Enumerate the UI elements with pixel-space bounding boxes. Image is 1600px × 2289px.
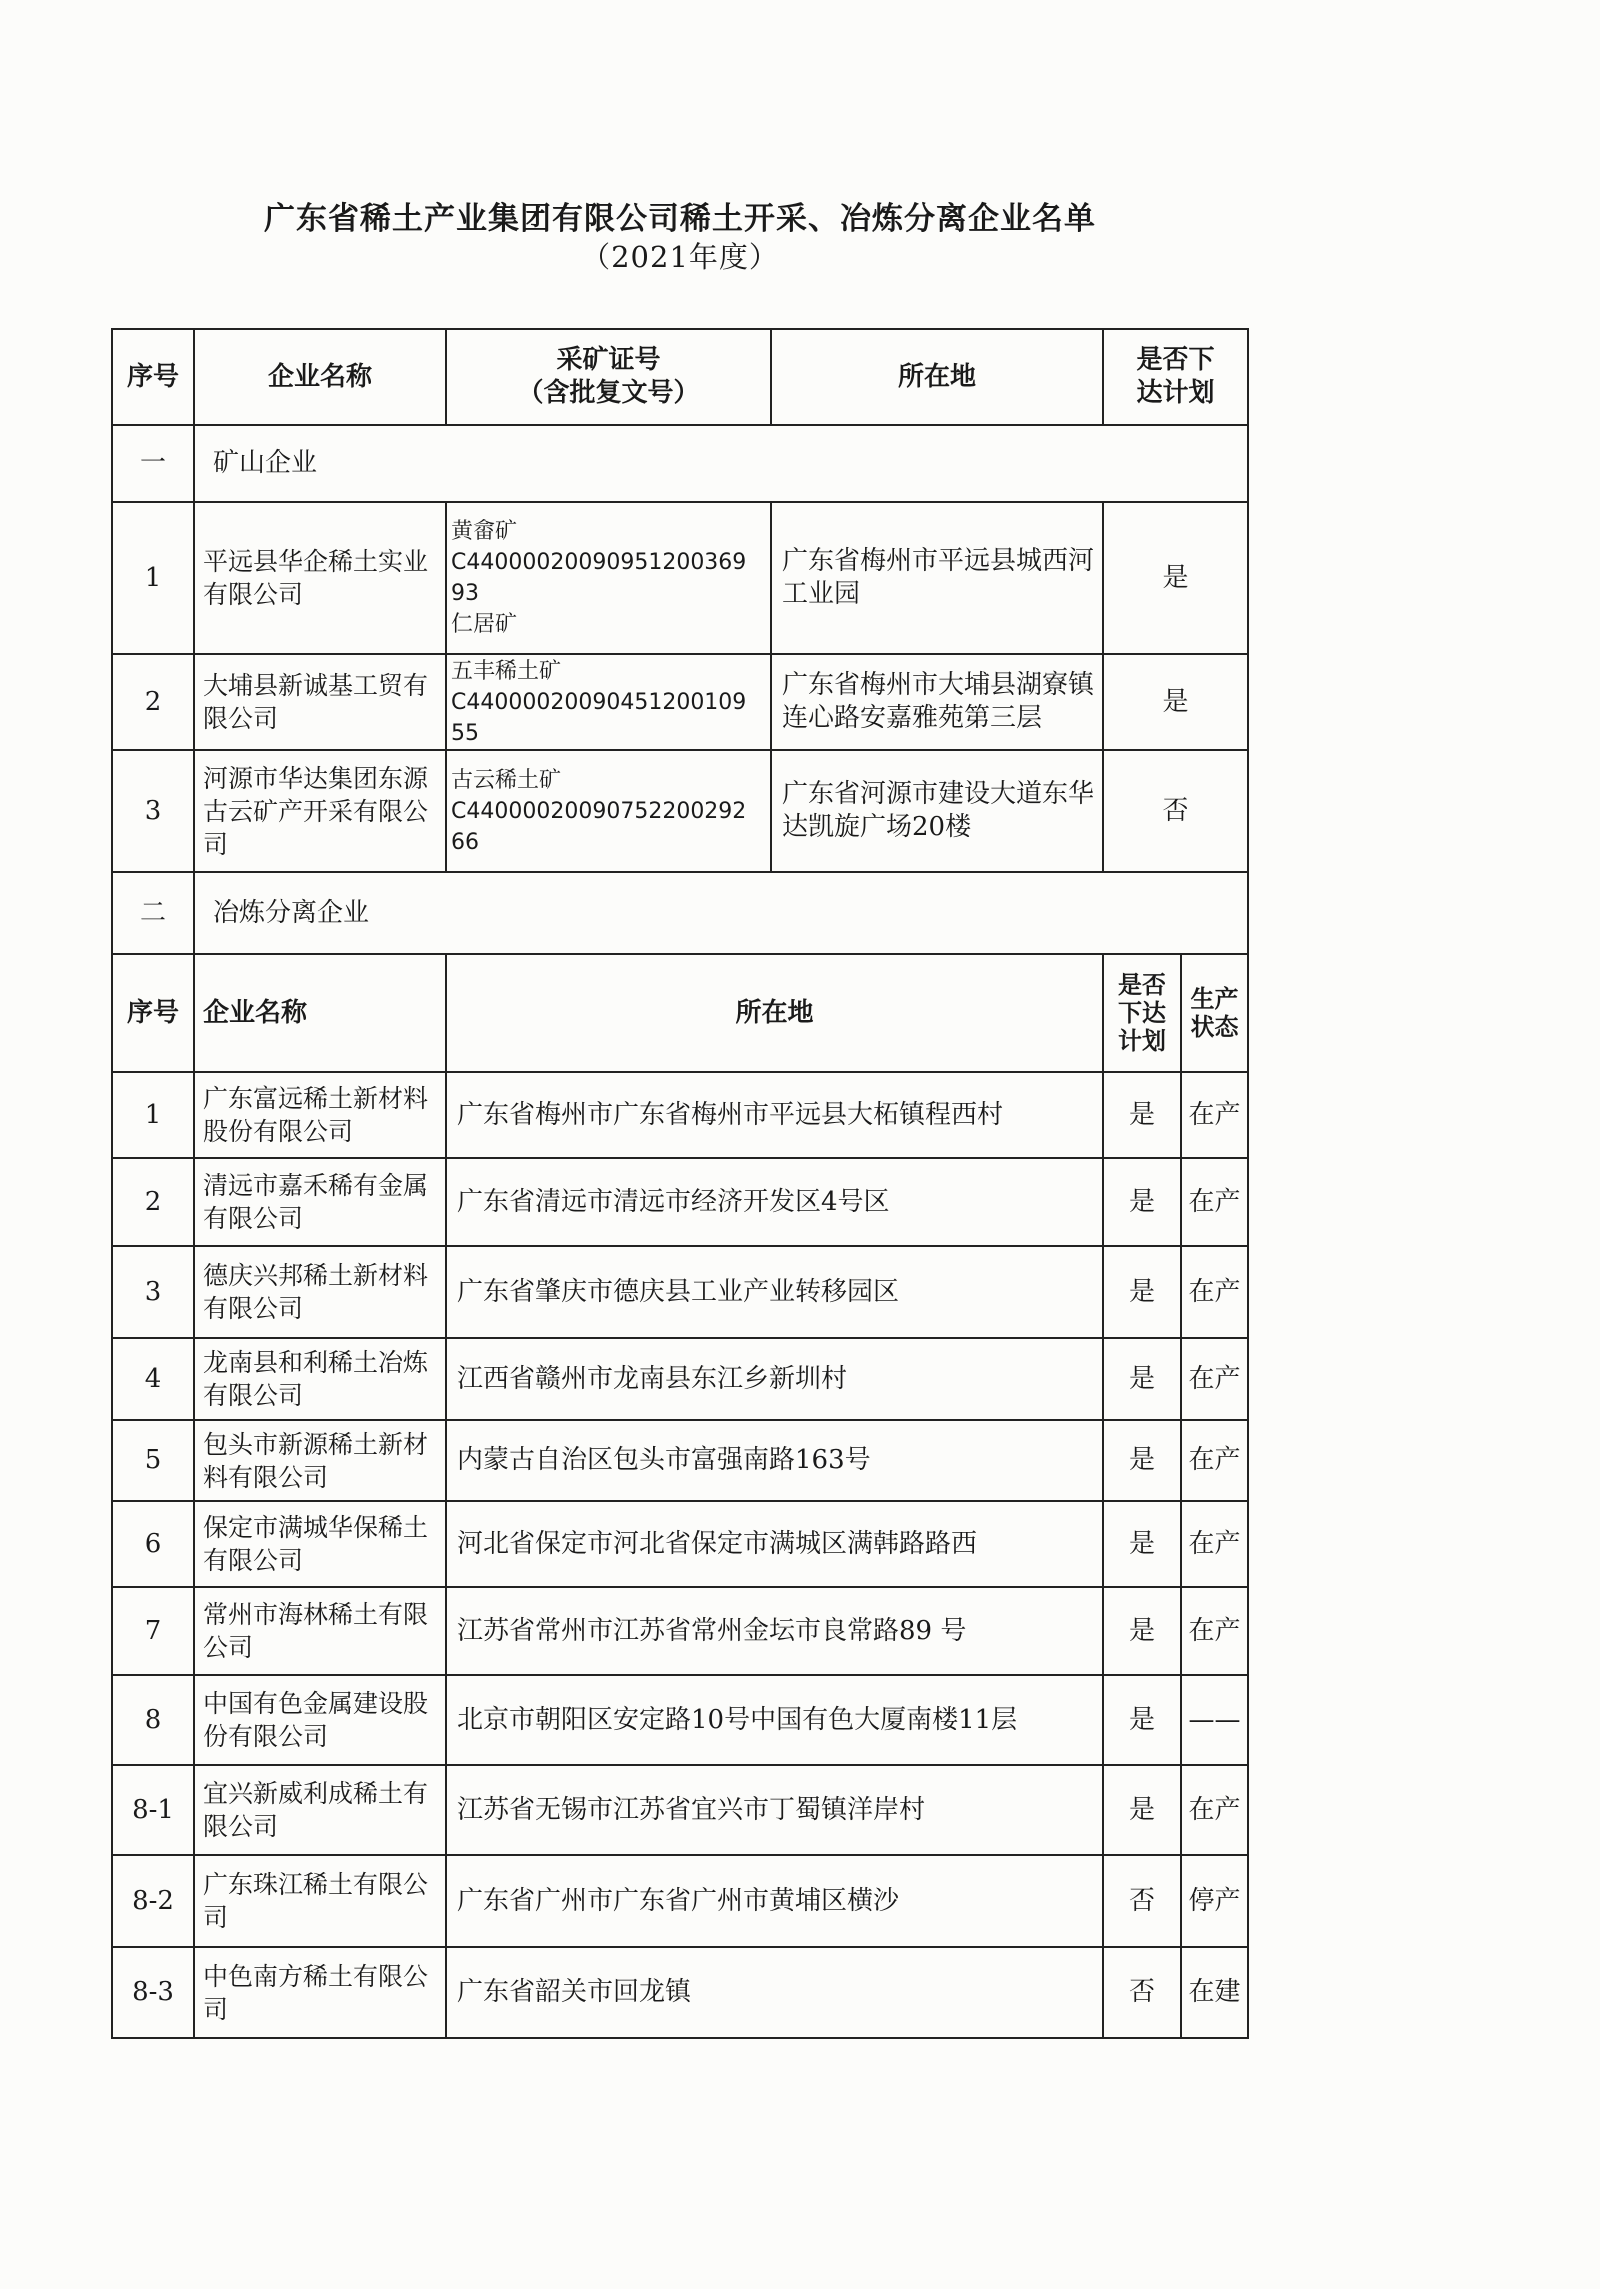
company-table	[111, 328, 1249, 2039]
smelt-header-company: 企业名称	[194, 954, 446, 1072]
smelting-location: 广东省韶关市回龙镇	[446, 1947, 1103, 2038]
smelt-header-location: 所在地	[446, 954, 1103, 1072]
smelting-seq: 8-2	[112, 1855, 194, 1947]
smelting-seq: 3	[112, 1246, 194, 1338]
smelting-row	[112, 1501, 1248, 1587]
smelt-header-seq: 序号	[112, 954, 194, 1072]
header-company: 企业名称	[194, 329, 446, 425]
smelting-location: 内蒙古自治区包头市富强南路163号	[446, 1420, 1103, 1501]
smelting-row	[112, 1246, 1248, 1338]
smelting-location: 江西省赣州市龙南县东江乡新圳村	[446, 1338, 1103, 1420]
mining-location: 广东省梅州市平远县城西河工业园	[771, 502, 1103, 654]
mining-plan: 是	[1103, 502, 1248, 654]
smelting-row	[112, 1675, 1248, 1765]
mining-row	[112, 654, 1248, 750]
mining-company: 河源市华达集团东源古云矿产开采有限公司	[194, 750, 446, 872]
mining-seq: 2	[112, 654, 194, 750]
smelting-row	[112, 1765, 1248, 1855]
smelting-status: 在产	[1181, 1765, 1248, 1855]
smelting-status: 停产	[1181, 1855, 1248, 1947]
document-subtitle: （2021年度）	[581, 240, 779, 274]
smelting-plan: 是	[1103, 1158, 1181, 1246]
smelting-plan: 是	[1103, 1501, 1181, 1587]
smelting-location: 江苏省无锡市江苏省宜兴市丁蜀镇洋岸村	[446, 1765, 1103, 1855]
mining-plan: 是	[1103, 654, 1248, 750]
smelting-location: 广东省肇庆市德庆县工业产业转移园区	[446, 1246, 1103, 1338]
smelting-header-row	[112, 954, 1248, 1072]
smelting-company: 中国有色金属建设股份有限公司	[194, 1675, 446, 1765]
smelting-company: 包头市新源稀土新材料有限公司	[194, 1420, 446, 1501]
smelting-company: 清远市嘉禾稀有金属有限公司	[194, 1158, 446, 1246]
mining-location: 广东省梅州市大埔县湖寮镇连心路安嘉雅苑第三层	[771, 654, 1103, 750]
smelting-company: 德庆兴邦稀土新材料有限公司	[194, 1246, 446, 1338]
smelting-status: 在产	[1181, 1338, 1248, 1420]
smelting-seq: 2	[112, 1158, 194, 1246]
header-seq: 序号	[112, 329, 194, 425]
smelting-row	[112, 1338, 1248, 1420]
smelting-location: 北京市朝阳区安定路10号中国有色大厦南楼11层	[446, 1675, 1103, 1765]
smelting-status: 在产	[1181, 1420, 1248, 1501]
mining-row	[112, 502, 1248, 654]
smelting-company: 龙南县和利稀土冶炼有限公司	[194, 1338, 446, 1420]
smelting-plan: 是	[1103, 1675, 1181, 1765]
smelt-header-status: 生产状态	[1181, 954, 1248, 1072]
section1-name: 矿山企业	[194, 425, 1248, 502]
smelting-row	[112, 1072, 1248, 1158]
smelting-plan: 是	[1103, 1246, 1181, 1338]
section2-row	[112, 872, 1248, 954]
smelting-company: 中色南方稀土有限公司	[194, 1947, 446, 2038]
smelting-location: 广东省广州市广东省广州市黄埔区横沙	[446, 1855, 1103, 1947]
mining-plan: 否	[1103, 750, 1248, 872]
section1-seq: 一	[112, 425, 194, 502]
section2-seq: 二	[112, 872, 194, 954]
smelting-seq: 8-3	[112, 1947, 194, 2038]
header-license	[446, 329, 771, 425]
header-location: 所在地	[771, 329, 1103, 425]
smelting-status: 在产	[1181, 1246, 1248, 1338]
smelting-seq: 6	[112, 1501, 194, 1587]
section1-row	[112, 425, 1248, 502]
smelting-location: 江苏省常州市江苏省常州金坛市良常路89 号	[446, 1587, 1103, 1675]
smelting-location: 广东省清远市清远市经济开发区4号区	[446, 1158, 1103, 1246]
smelting-company: 广东富远稀土新材料股份有限公司	[194, 1072, 446, 1158]
smelting-row	[112, 1158, 1248, 1246]
smelting-row	[112, 1855, 1248, 1947]
smelting-seq: 1	[112, 1072, 194, 1158]
mining-seq: 3	[112, 750, 194, 872]
smelting-location: 广东省梅州市广东省梅州市平远县大柘镇程西村	[446, 1072, 1103, 1158]
smelting-seq: 4	[112, 1338, 194, 1420]
smelting-status: 在建	[1181, 1947, 1248, 2038]
header-license-line2: （含批复文号）	[517, 378, 700, 408]
smelting-status: ——	[1181, 1675, 1248, 1765]
smelting-location: 河北省保定市河北省保定市满城区满韩路路西	[446, 1501, 1103, 1587]
mining-license: 黄畲矿 C44000020090951200369 93 仁居矿	[446, 502, 771, 654]
section2-name: 冶炼分离企业	[194, 872, 1248, 954]
mining-company: 平远县华企稀土实业有限公司	[194, 502, 446, 654]
mining-header-row	[112, 329, 1248, 425]
smelting-plan: 是	[1103, 1420, 1181, 1501]
smelting-status: 在产	[1181, 1072, 1248, 1158]
mining-location: 广东省河源市建设大道东华达凯旋广场20楼	[771, 750, 1103, 872]
document-title: 广东省稀土产业集团有限公司稀土开采、冶炼分离企业名单	[264, 201, 1096, 237]
smelting-plan: 是	[1103, 1072, 1181, 1158]
header-license-line1: 采矿证号	[556, 345, 661, 375]
smelting-row	[112, 1420, 1248, 1501]
smelting-company: 广东珠江稀土有限公司	[194, 1855, 446, 1947]
smelting-status: 在产	[1181, 1501, 1248, 1587]
mining-license: 古云稀土矿 C44000020090752200292 66	[446, 750, 771, 872]
smelting-plan: 否	[1103, 1947, 1181, 2038]
mining-company: 大埔县新诚基工贸有限公司	[194, 654, 446, 750]
smelting-seq: 5	[112, 1420, 194, 1501]
smelting-plan: 否	[1103, 1855, 1181, 1947]
smelting-status: 在产	[1181, 1158, 1248, 1246]
smelting-company: 保定市满城华保稀土有限公司	[194, 1501, 446, 1587]
smelt-header-plan: 是否下达计划	[1103, 954, 1181, 1072]
smelting-seq: 7	[112, 1587, 194, 1675]
smelting-row	[112, 1587, 1248, 1675]
mining-seq: 1	[112, 502, 194, 654]
smelting-row	[112, 1947, 1248, 2038]
smelting-company: 常州市海林稀土有限公司	[194, 1587, 446, 1675]
smelting-plan: 是	[1103, 1338, 1181, 1420]
smelting-status: 在产	[1181, 1587, 1248, 1675]
smelting-plan: 是	[1103, 1587, 1181, 1675]
smelting-company: 宜兴新威利成稀土有限公司	[194, 1765, 446, 1855]
mining-license: 五丰稀土矿 C44000020090451200109 55	[446, 654, 771, 750]
smelting-plan: 是	[1103, 1765, 1181, 1855]
header-plan: 是否下达计划	[1103, 329, 1248, 425]
smelting-seq: 8	[112, 1675, 194, 1765]
smelting-seq: 8-1	[112, 1765, 194, 1855]
mining-row	[112, 750, 1248, 872]
